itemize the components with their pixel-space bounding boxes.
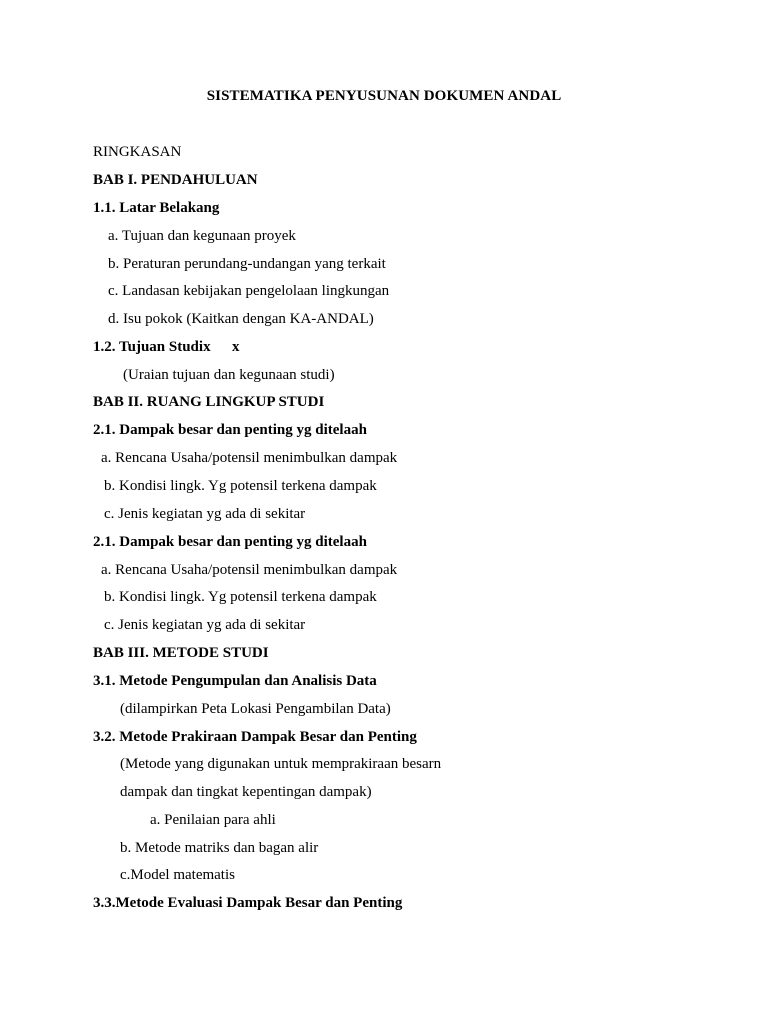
list-item: a. Penilaian para ahli bbox=[150, 812, 276, 828]
subsection-heading-1-1: 1.1. Latar Belakang bbox=[93, 200, 220, 216]
stray-mark: x bbox=[232, 339, 240, 355]
subsection-heading-3-3: 3.3.Metode Evaluasi Dampak Besar dan Penting bbox=[93, 895, 403, 911]
list-item: c. Jenis kegiatan yg ada di sekitar bbox=[104, 617, 306, 633]
subsection-heading-1-2: 1.2. Tujuan Studix bbox=[93, 339, 211, 355]
list-item: b. Peraturan perundang-undangan yang terkait bbox=[108, 256, 386, 272]
list-item: b. Kondisi lingk. Yg potensil terkena dampak bbox=[104, 478, 377, 494]
list-item: c. Jenis kegiatan yg ada di sekitar bbox=[104, 506, 306, 522]
list-item: c.Model matematis bbox=[120, 867, 235, 883]
section-ringkasan: RINGKASAN bbox=[93, 144, 182, 160]
description-text: (dilampirkan Peta Lokasi Pengambilan Data) bbox=[120, 701, 391, 717]
chapter-heading-3: BAB III. METODE STUDI bbox=[93, 645, 269, 661]
list-item: a. Rencana Usaha/potensil menimbulkan dampak bbox=[101, 562, 398, 578]
chapter-heading-2: BAB II. RUANG LINGKUP STUDI bbox=[93, 394, 325, 410]
list-item: b. Metode matriks dan bagan alir bbox=[120, 840, 319, 856]
list-item: b. Kondisi lingk. Yg potensil terkena dampak bbox=[104, 589, 377, 605]
subsection-heading-3-1: 3.1. Metode Pengumpulan dan Analisis Data bbox=[93, 673, 377, 689]
description-text: (Uraian tujuan dan kegunaan studi) bbox=[123, 367, 335, 383]
list-item: a. Rencana Usaha/potensil menimbulkan dampak bbox=[101, 450, 398, 466]
list-item: c. Landasan kebijakan pengelolaan lingkungan bbox=[108, 283, 390, 299]
subsection-heading-2-1-repeat: 2.1. Dampak besar dan penting yg ditelaah bbox=[93, 534, 367, 550]
description-text: dampak dan tingkat kepentingan dampak) bbox=[120, 784, 372, 800]
description-text: (Metode yang digunakan untuk memprakiraan besarn bbox=[120, 756, 442, 772]
subsection-heading-3-2: 3.2. Metode Prakiraan Dampak Besar dan Penting bbox=[93, 729, 417, 745]
subsection-heading-2-1: 2.1. Dampak besar dan penting yg ditelaah bbox=[93, 422, 367, 438]
list-item: a. Tujuan dan kegunaan proyek bbox=[108, 228, 296, 244]
list-item: d. Isu pokok (Kaitkan dengan KA-ANDAL) bbox=[108, 311, 374, 327]
chapter-heading-1: BAB I. PENDAHULUAN bbox=[93, 172, 258, 188]
document-title: SISTEMATIKA PENYUSUNAN DOKUMEN ANDAL bbox=[206, 88, 562, 104]
